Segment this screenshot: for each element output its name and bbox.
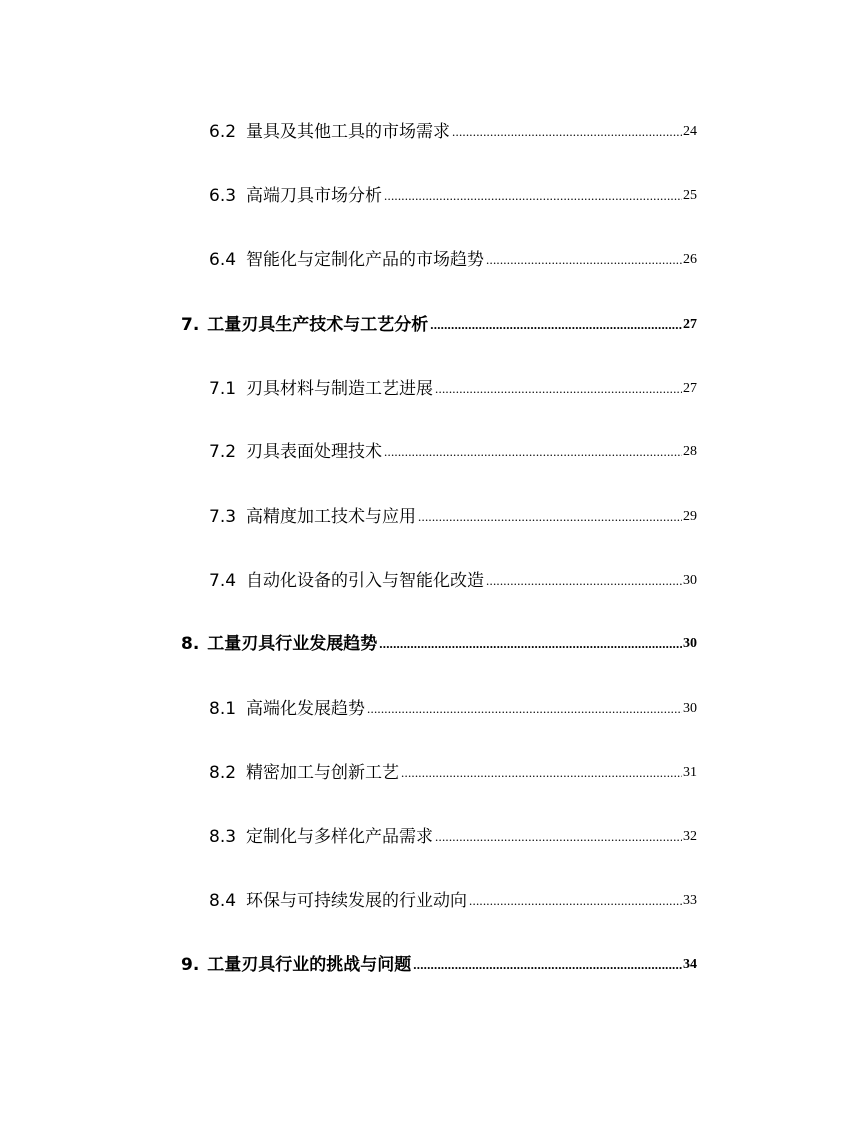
- toc-entry-page: 32: [683, 829, 697, 844]
- toc-entry-number: 8.3: [209, 827, 237, 847]
- toc-dot-leader: [384, 445, 682, 459]
- toc-entry-title: 智能化与定制化产品的市场趋势: [246, 250, 485, 270]
- toc-entry-page: 28: [683, 444, 697, 459]
- toc-entry-8[interactable]: [181, 630, 697, 654]
- toc-entry-number: 7.1: [209, 379, 237, 399]
- toc-entry-title: 量具及其他工具的市场需求: [246, 122, 451, 142]
- toc-dot-leader: [401, 766, 682, 780]
- toc-entry-page: 31: [683, 765, 697, 780]
- toc-entry-number: 7.4: [209, 571, 237, 591]
- toc-dot-leader: [435, 382, 682, 396]
- toc-entry-title: 高端刀具市场分析: [246, 186, 383, 206]
- toc-entry-title: 刃具表面处理技术: [246, 442, 383, 462]
- toc-dot-leader: [367, 702, 682, 716]
- toc-entry-title: 工量刃具生产技术与工艺分析: [207, 315, 429, 335]
- toc-entry-title: 工量刃具行业发展趋势: [207, 634, 378, 654]
- toc-entry-8-4[interactable]: [209, 887, 697, 911]
- toc-entry-title: 定制化与多样化产品需求: [246, 827, 434, 847]
- toc-entry-number: 7.: [181, 315, 200, 335]
- toc-entry-number: 6.4: [209, 250, 237, 270]
- toc-entry-title: 刃具材料与制造工艺进展: [246, 379, 434, 399]
- toc-entry-number: 8.1: [209, 699, 237, 719]
- toc-entry-page: 27: [683, 317, 697, 332]
- toc-dot-leader: [486, 574, 682, 588]
- toc-entry-number: 7.3: [209, 507, 237, 527]
- toc-entry-number: 8.2: [209, 763, 237, 783]
- toc-dot-leader: [452, 125, 682, 139]
- toc-entry-7-3[interactable]: [209, 503, 697, 527]
- toc-entry-8-3[interactable]: [209, 823, 697, 847]
- toc-dot-leader: [384, 189, 682, 203]
- toc-dot-leader: [418, 510, 682, 524]
- toc-entry-page: 25: [683, 188, 697, 203]
- toc-entry-8-2[interactable]: [209, 759, 697, 783]
- toc-entry-6-4[interactable]: [209, 246, 697, 270]
- toc-entry-6-3[interactable]: [209, 182, 697, 206]
- toc-entry-title: 环保与可持续发展的行业动向: [246, 891, 468, 911]
- toc-dot-leader: [486, 253, 682, 267]
- toc-entry-title: 精密加工与创新工艺: [246, 763, 400, 783]
- toc-entry-7-4[interactable]: [209, 567, 697, 591]
- toc-entry-number: 6.3: [209, 186, 237, 206]
- toc-dot-leader: [379, 637, 682, 651]
- toc-entry-8-1[interactable]: [209, 695, 697, 719]
- toc-dot-leader: [435, 830, 682, 844]
- toc-entry-9[interactable]: [181, 951, 697, 975]
- toc-entry-title: 高精度加工技术与应用: [246, 507, 417, 527]
- toc-entry-title: 高端化发展趋势: [246, 699, 366, 719]
- toc-entry-number: 8.4: [209, 891, 237, 911]
- toc-entry-7[interactable]: [181, 311, 697, 335]
- toc-entry-7-2[interactable]: [209, 438, 697, 462]
- toc-dot-leader: [469, 894, 682, 908]
- toc-entry-page: 30: [683, 701, 697, 716]
- toc-entry-page: 30: [683, 636, 697, 651]
- toc-entry-page: 26: [683, 252, 697, 267]
- toc-entry-page: 33: [683, 893, 697, 908]
- toc-entry-title: 自动化设备的引入与智能化改造: [246, 571, 485, 591]
- toc-dot-leader: [430, 318, 682, 332]
- toc-entry-number: 9.: [181, 955, 200, 975]
- toc-dot-leader: [413, 958, 682, 972]
- toc-entry-page: 27: [683, 381, 697, 396]
- toc-entry-page: 29: [683, 509, 697, 524]
- toc-entry-7-1[interactable]: [209, 375, 697, 399]
- toc-entry-number: 6.2: [209, 122, 237, 142]
- toc-entry-number: 7.2: [209, 442, 237, 462]
- toc-entry-title: 工量刃具行业的挑战与问题: [207, 955, 412, 975]
- toc-entry-page: 34: [683, 957, 697, 972]
- toc-entry-6-2[interactable]: [209, 118, 697, 142]
- toc-entry-number: 8.: [181, 634, 200, 654]
- toc-entry-page: 30: [683, 573, 697, 588]
- toc-entry-page: 24: [683, 124, 697, 139]
